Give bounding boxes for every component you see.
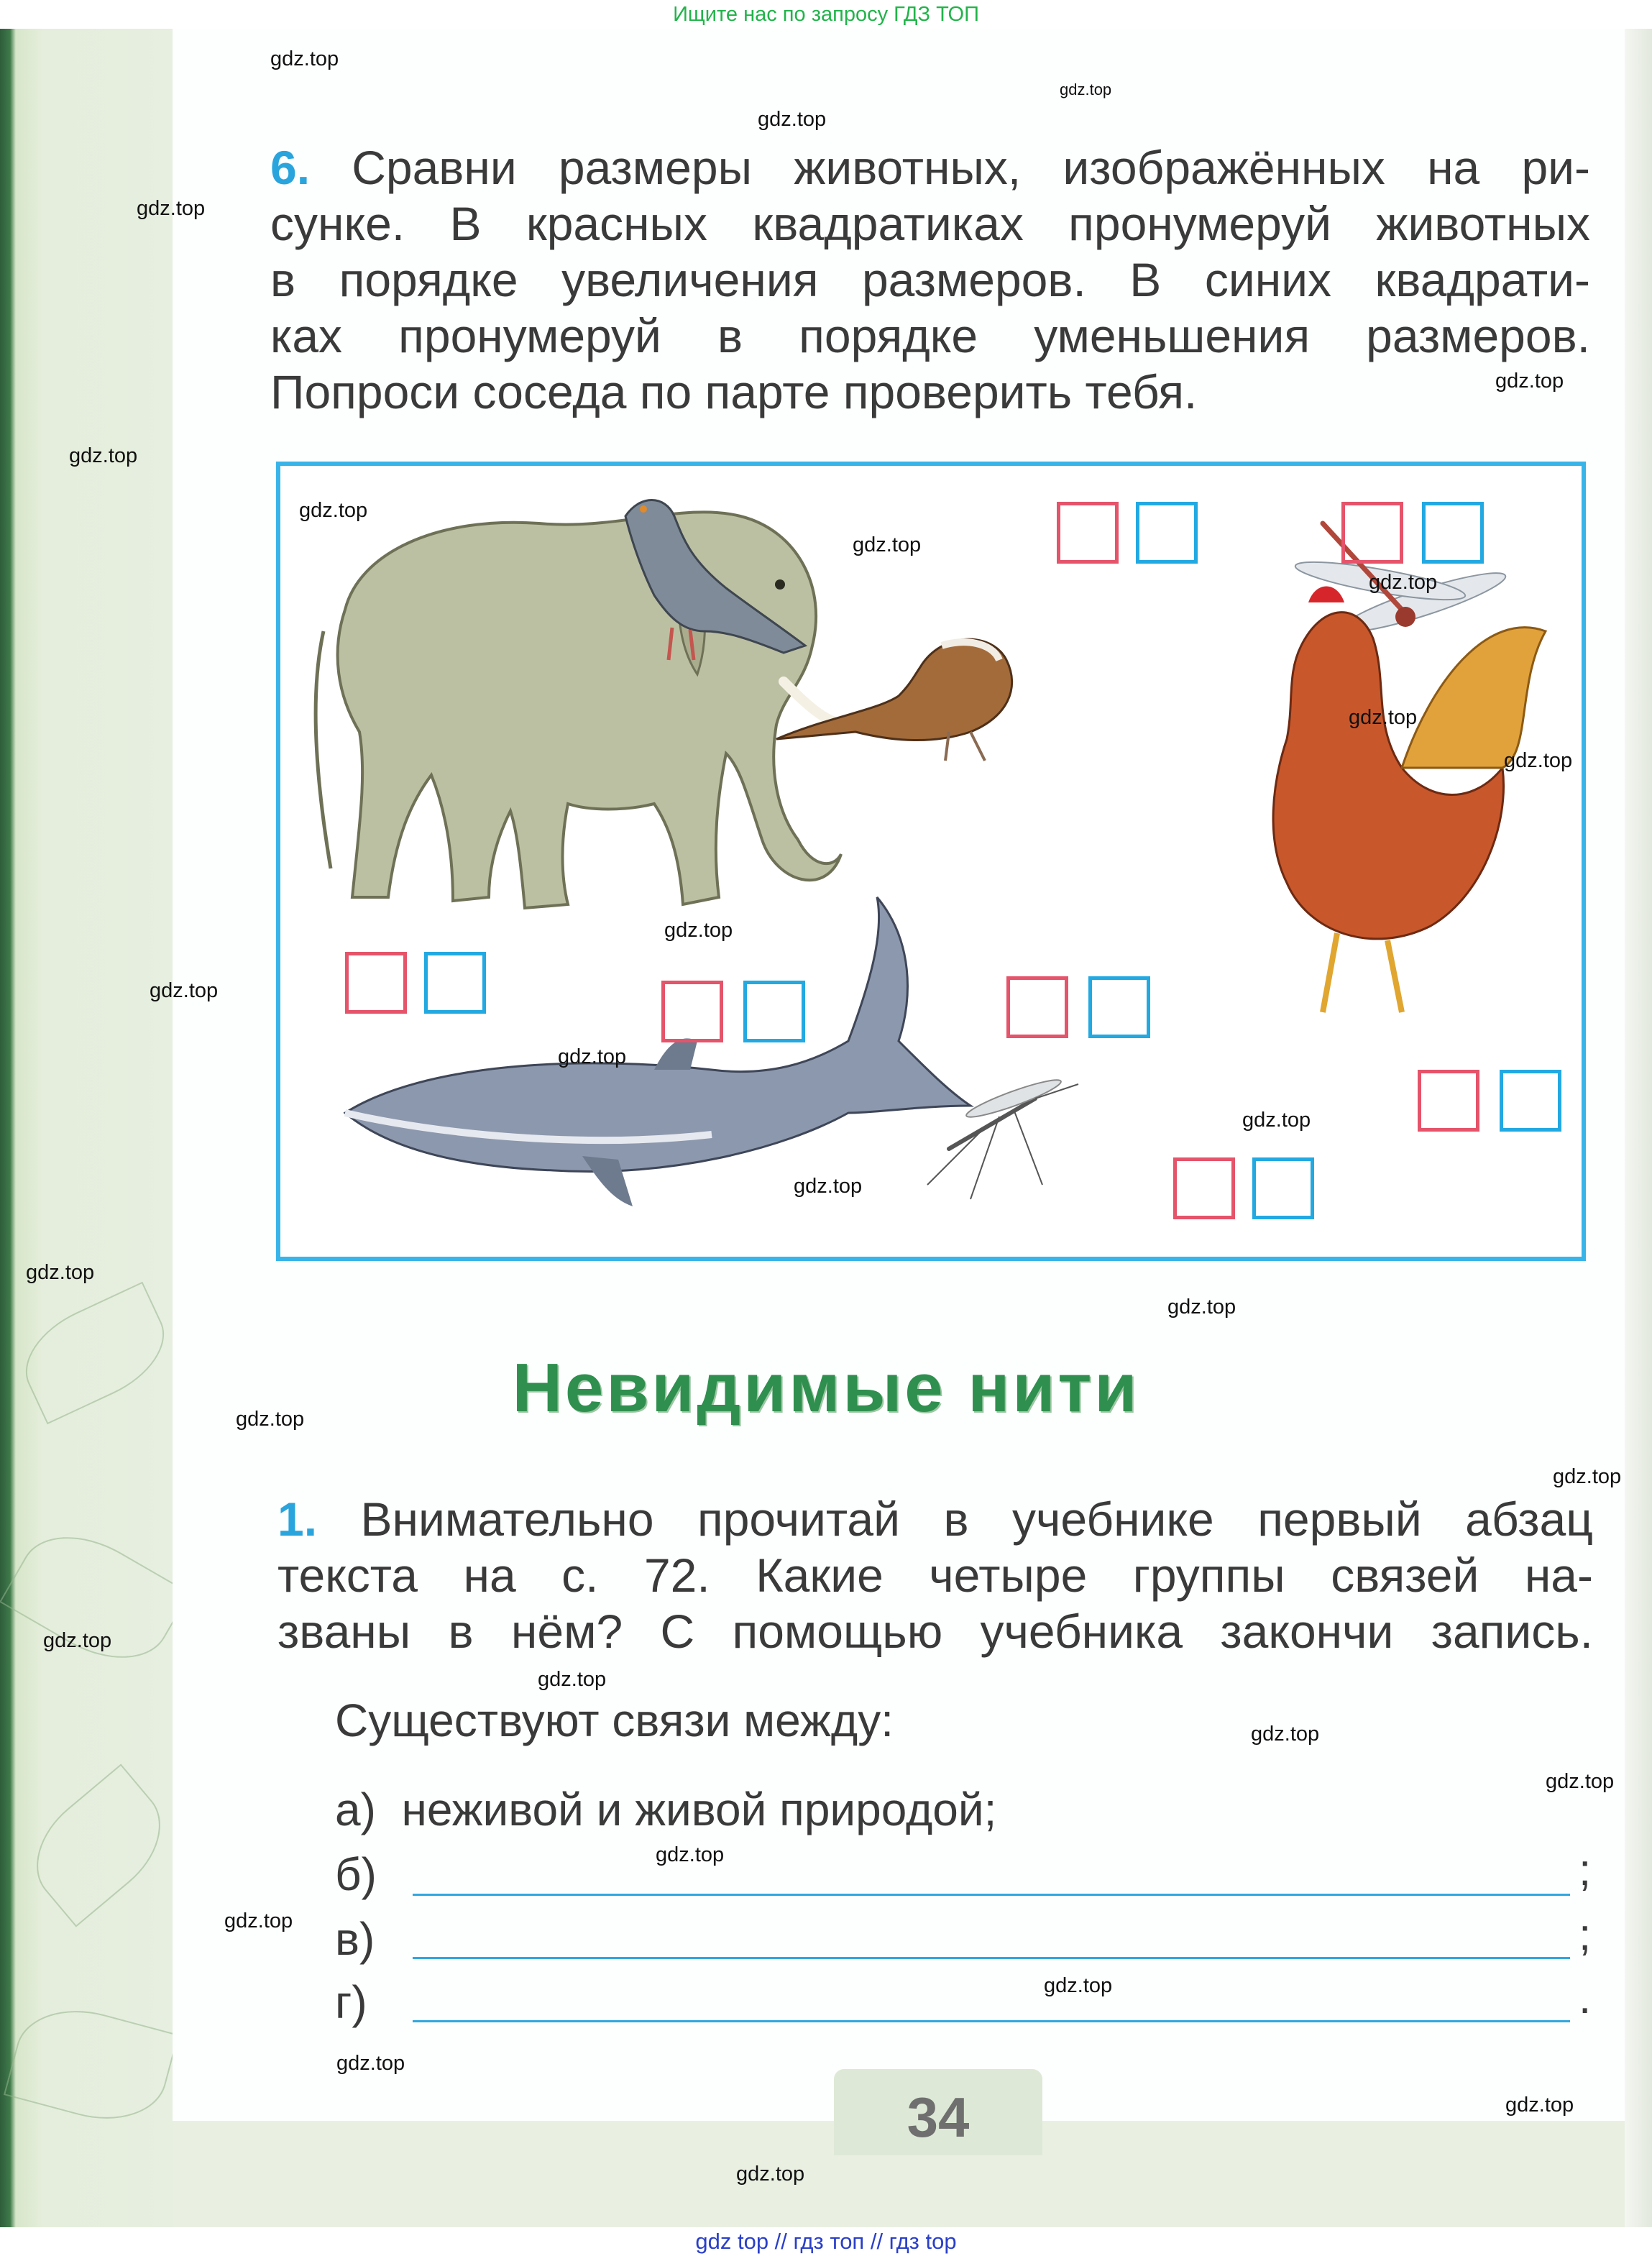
watermark: gdz.top [656, 1843, 725, 1866]
watermark: gdz.top [558, 1045, 627, 1068]
dragonfly-red-square[interactable] [1341, 502, 1403, 564]
task-6-line-3: в порядке увеличения размеров. В синих квадрати- [270, 253, 1590, 306]
watermark: gdz.top [43, 1629, 112, 1652]
item-b-label: б) [335, 1848, 377, 1900]
task-1-line-3: званы в нём? С помощью учебника закончи запись. [277, 1605, 1593, 1658]
watermark: gdz.top [1546, 1770, 1615, 1793]
rooster-icon [1273, 587, 1546, 1013]
watermark: gdz.top [736, 2163, 805, 2186]
watermark: gdz.top [1349, 706, 1418, 729]
watermark: gdz.top [1167, 1296, 1236, 1319]
task-6-line-1: 6. Сравни размеры животных, изображённых на ри- [270, 141, 1590, 194]
shark-icon [345, 897, 970, 1206]
elephant-icon [316, 512, 848, 908]
watermark: gdz.top [236, 1408, 305, 1431]
task-6-line-4: ках пронумеруй в порядке уменьшения размеров. [270, 309, 1590, 362]
task-1-line-1: 1. Внимательно прочитай в учебнике первый абзац [277, 1492, 1593, 1546]
task-1-text [277, 1491, 1593, 1659]
top-search-hint[interactable]: Ищите нас по запросу ГДЗ ТОП [0, 0, 1652, 29]
watermark: gdz.top [336, 2052, 405, 2075]
watermark: gdz.top [150, 979, 219, 1002]
shark-blue-square[interactable] [743, 981, 805, 1042]
pigeon-blue-square[interactable] [1136, 502, 1198, 564]
task-6-number: 6. [270, 141, 311, 194]
watermark: gdz.top [538, 1668, 607, 1691]
section-title: Невидимые нити [512, 1349, 1140, 1426]
item-c-answer-line[interactable] [413, 1957, 1570, 1959]
watermark: gdz.top [1504, 749, 1573, 772]
item-b-answer-line[interactable] [413, 1894, 1570, 1896]
task-6-line-5: Попроси соседа по парте проверить тебя. [270, 365, 1198, 418]
watermark: gdz.top [299, 499, 368, 522]
task-6-text [270, 139, 1590, 420]
watermark: gdz.top [1060, 81, 1112, 98]
right-page-edge [1625, 29, 1652, 2229]
item-a-text: неживой и живой природой; [401, 1784, 997, 1835]
elephant-blue-square[interactable] [424, 952, 486, 1014]
watermark: gdz.top [26, 1261, 95, 1284]
item-b-end: ; [1579, 1845, 1592, 1895]
item-c-label: в) [335, 1913, 375, 1965]
rooster-red-square[interactable] [1418, 1070, 1479, 1132]
sparrow-icon [776, 639, 1012, 761]
watermark: gdz.top [794, 1175, 863, 1198]
watermark: gdz.top [853, 533, 922, 556]
watermark: gdz.top [1369, 571, 1438, 594]
watermark: gdz.top [1553, 1465, 1622, 1488]
dragonfly-blue-square[interactable] [1422, 502, 1484, 564]
watermark: gdz.top [664, 919, 733, 942]
footer-links[interactable]: gdz top // гдз топ // гдз top [0, 2227, 1652, 2256]
watermark: gdz.top [1251, 1723, 1320, 1746]
rooster-blue-square[interactable] [1500, 1070, 1561, 1132]
page-number: 34 [907, 2086, 970, 2149]
item-d-end: . [1579, 1973, 1592, 2023]
watermark: gdz.top [758, 108, 827, 131]
watermark: gdz.top [1242, 1109, 1311, 1132]
shark-red-square[interactable] [661, 981, 723, 1042]
item-a [335, 1782, 996, 1838]
item-c-end: ; [1579, 1910, 1592, 1960]
item-d-answer-line[interactable] [413, 2020, 1570, 2022]
watermark: gdz.top [1044, 1974, 1113, 1997]
item-a-label: а) [335, 1784, 376, 1835]
sparrow-red-square[interactable] [1006, 976, 1068, 1038]
task-1-intro: Существуют связи между: [335, 1695, 894, 1746]
sparrow-blue-square[interactable] [1088, 976, 1150, 1038]
item-d-label: г) [335, 1976, 367, 2028]
watermark: gdz.top [137, 197, 206, 220]
watermark: gdz.top [1495, 370, 1564, 393]
pigeon-red-square[interactable] [1057, 502, 1119, 564]
task-6-line-2: сунке. В красных квадратиках пронумеруй животных [270, 197, 1590, 250]
elephant-red-square[interactable] [345, 952, 407, 1014]
task-1-number: 1. [277, 1492, 318, 1546]
mosquito-red-square[interactable] [1173, 1157, 1235, 1219]
watermark: gdz.top [1505, 2094, 1574, 2117]
mosquito-blue-square[interactable] [1252, 1157, 1314, 1219]
task-1-line-2: текста на с. 72. Какие четыре группы связей на- [277, 1549, 1593, 1602]
watermark: gdz.top [270, 47, 339, 70]
watermark: gdz.top [224, 1909, 293, 1932]
watermark: gdz.top [69, 444, 138, 467]
